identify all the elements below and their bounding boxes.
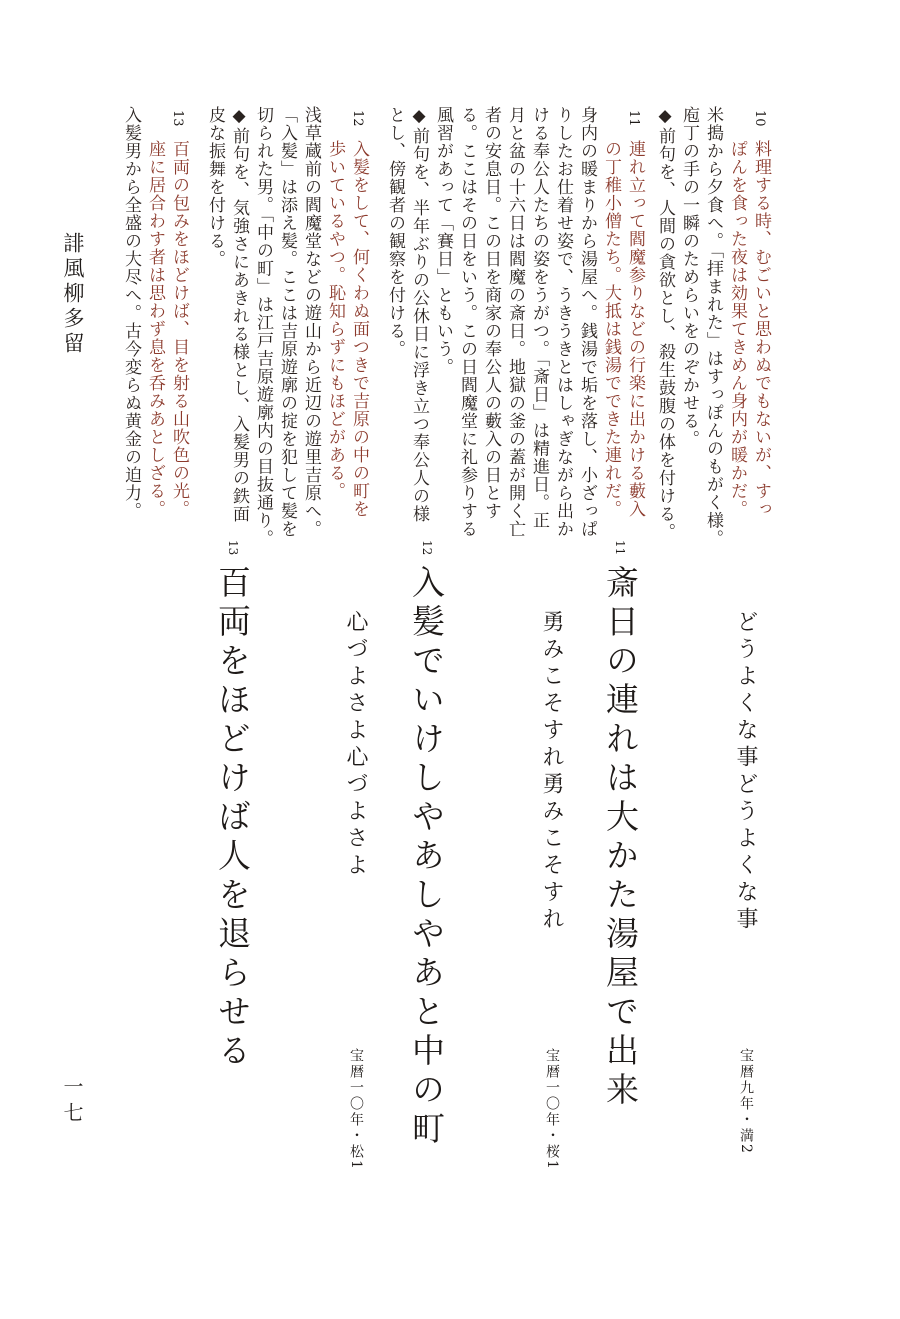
source-11: 宝暦一〇年・桜1 [544, 1048, 560, 1171]
commentary-line: 身内の暖まりから湯屋へ。銭湯で垢を落し、小ざっぱ [577, 106, 597, 538]
note-number-13: 13 [170, 110, 185, 127]
commentary-line: 料理する時、むごいと思わぬでもないが、すっ [751, 140, 771, 518]
commentary-line: の丁稚小僧たち。大抵は銭湯でできた連れだ。 [601, 140, 621, 518]
commentary-line: 風習があって「賽日」ともいう。 [433, 106, 453, 376]
maeku-11: 勇みこそすれ勇みこそすれ [539, 610, 564, 934]
haiku-13: 百両をほどけば人を退らせる [213, 565, 252, 1072]
haiku-number-13: 13 [226, 540, 240, 556]
commentary-line: 連れ立って閻魔参りなどの行楽に出かける藪入 [625, 140, 645, 518]
commentary-line: 者の安息日。この日を商家の奉公人の藪入の日とす [481, 106, 501, 520]
commentary-line: 座に居合わす者は思わず息を呑みあとしざる。 [145, 140, 165, 518]
commentary-line: 米搗から夕食へ。「拝まれた」はすっぽんのもがく様。 [703, 106, 723, 548]
commentary-line: ◆前句を、気強さにあきれる様とし、入髪男の鉄面 [229, 106, 249, 523]
note-number-10: 10 [752, 110, 767, 127]
commentary-line: る。ここはその日をいう。この日閻魔堂に礼参りする [457, 106, 477, 538]
maeku-10: どうよくな事どうよくな事 [733, 610, 758, 934]
haiku-11: 斎日の連れは大かた湯屋で出来 [601, 565, 640, 1111]
note-number-11: 11 [626, 110, 641, 127]
book-title: 誹風柳多留 [61, 232, 85, 357]
commentary-line: とし、傍観者の観察を付ける。 [385, 106, 405, 358]
commentary-line: 切られた男。「中の町」は江戸吉原遊廓内の目抜通り。 [253, 106, 273, 548]
commentary-line: ぽんを食った夜は効果てきめん身内が暖かだ。 [727, 140, 747, 518]
commentary-line: 浅草蔵前の閻魔堂などの遊山から近辺の遊里吉原へ。 [301, 106, 321, 538]
commentary-line: 歩いているやつ。恥知らずにもほどがある。 [325, 140, 345, 500]
page-number: 一七 [60, 1076, 84, 1128]
source-12: 宝暦一〇年・松1 [348, 1048, 364, 1171]
maeku-12: 心づよさよ心づよさよ [343, 610, 368, 880]
commentary-line: 入髪をして、何くわぬ面つきで吉原の中の町を [349, 140, 369, 518]
commentary-line: 入髪男から全盛の大尽へ。古今変らぬ黄金の迫力。 [121, 106, 141, 520]
note-number-12: 12 [350, 110, 365, 127]
commentary-line: 「入髪」は添え髪。ここは吉原遊廓の掟を犯して髪を [277, 106, 297, 538]
commentary-line: ける奉公人たちの姿をうがつ。「斎日」は精進日。正 [529, 106, 549, 530]
commentary-line: 百両の包みをほどけば、目を射る山吹色の光。 [169, 140, 189, 518]
commentary-line: ◆前句を、人間の貪欲とし、殺生鼓腹の体を付ける。 [655, 106, 675, 541]
haiku-number-12: 12 [420, 540, 434, 556]
commentary-line: りしたお仕着せ姿で、うきうきとはしゃぎながら出か [553, 106, 573, 538]
commentary-line: 月と盆の十六日は閻魔の斎日。地獄の釜の蓋が開く亡 [505, 106, 525, 538]
source-10: 宝暦九年・満2 [738, 1048, 754, 1155]
commentary-line: ◆前句を、半年ぶりの公休日に浮き立つ奉公人の様 [409, 106, 429, 523]
commentary-line: 皮な振舞を付ける。 [205, 106, 225, 268]
commentary-line: 庖丁の手の一瞬のためらいをのぞかせる。 [679, 106, 699, 448]
haiku-12: 入髪でいけしやあしやあと中の町 [407, 565, 446, 1150]
haiku-number-11: 11 [613, 540, 627, 556]
